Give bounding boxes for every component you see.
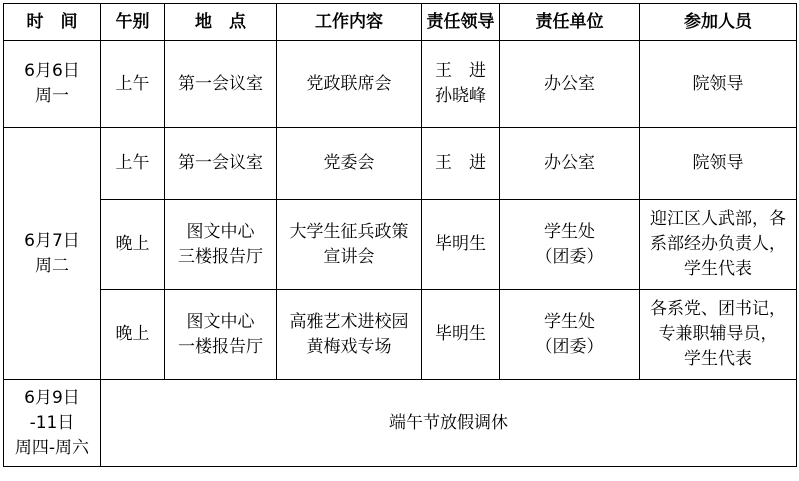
period-cell: 晚上 [101,290,165,380]
col-header-leader: 责任领导 [422,4,500,41]
table-row [4,128,797,200]
location-cell: 图文中心 一楼报告厅 [165,290,277,380]
participants-cell: 院领导 [640,41,797,128]
col-header-location: 地 点 [165,4,277,41]
leader-cell: 毕明生 [422,200,500,290]
participants-cell: 各系党、团书记， 专兼职辅导员， 学生代表 [640,290,797,380]
col-header-unit: 责任单位 [500,4,640,41]
date-cell: 6月6日 周一 [4,41,101,128]
header-row [4,4,797,41]
unit-cell: 办公室 [500,128,640,200]
content-cell: 高雅艺术进校园 黄梅戏专场 [277,290,422,380]
content-cell: 党政联席会 [277,41,422,128]
col-header-participants: 参加人员 [640,4,797,41]
unit-cell: 办公室 [500,41,640,128]
period-cell: 上午 [101,128,165,200]
leader-cell: 王 进 [422,128,500,200]
unit-cell: 学生处 （团委） [500,290,640,380]
unit-cell: 学生处 （团委） [500,200,640,290]
holiday-cell: 端午节放假调休 [101,380,797,467]
period-cell: 晚上 [101,200,165,290]
participants-cell: 迎江区人武部，各 系部经办负责人， 学生代表 [640,200,797,290]
leader-cell: 毕明生 [422,290,500,380]
location-cell: 第一会议室 [165,128,277,200]
table-row [4,290,797,380]
col-header-time: 时 间 [4,4,101,41]
content-cell: 大学生征兵政策 宣讲会 [277,200,422,290]
leader-cell: 王 进 孙晓峰 [422,41,500,128]
date-cell: 6月9日 -11日 周四-周六 [4,380,101,467]
participants-cell: 院领导 [640,128,797,200]
date-cell: 6月7日 周二 [4,128,101,380]
col-header-content: 工作内容 [277,4,422,41]
table-row [4,200,797,290]
table-row [4,380,797,467]
period-cell: 上午 [101,41,165,128]
location-cell: 图文中心 三楼报告厅 [165,200,277,290]
table-row [4,41,797,128]
location-cell: 第一会议室 [165,41,277,128]
content-cell: 党委会 [277,128,422,200]
col-header-period: 午别 [101,4,165,41]
schedule-table [3,3,797,467]
